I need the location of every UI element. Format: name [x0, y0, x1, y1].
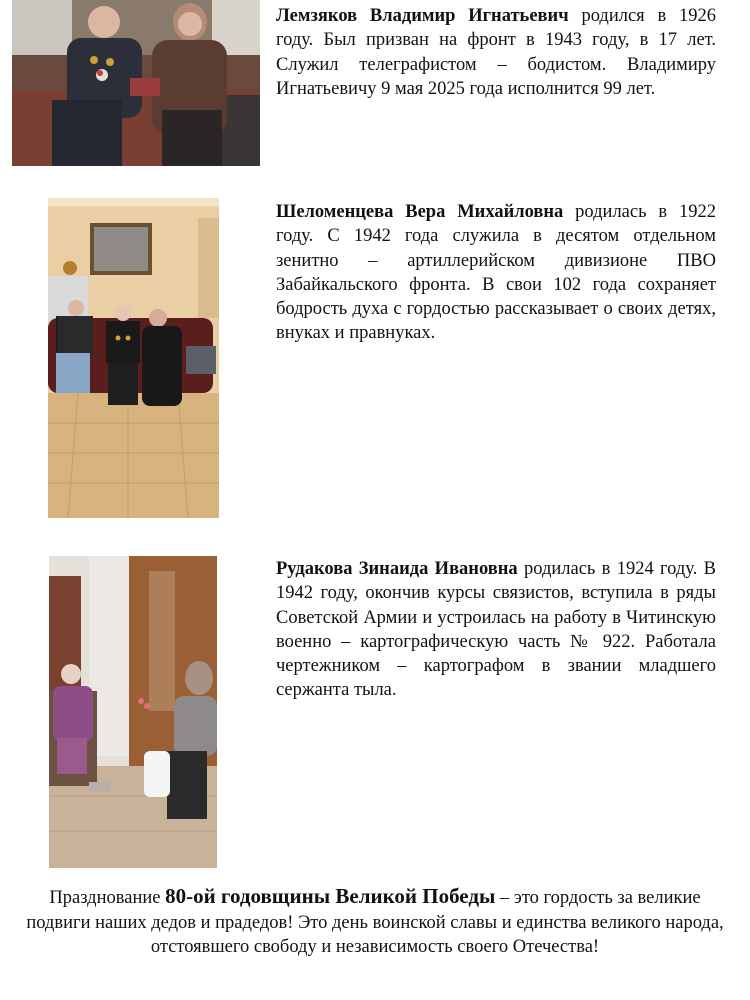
- closing-rest: – это гордость за великие подвиги наших дедов и прадедов! Это день воинской славы и единства великого народа, отстоявшего свободу и независимость своего Отечества!: [26, 888, 724, 957]
- veteran-2-bio: [276, 200, 716, 346]
- closing-highlight: 80-ой годовщины Великой Победы: [165, 884, 496, 908]
- veteran-3-bio: [276, 557, 716, 703]
- veteran-3-name: Рудакова Зинаида Ивановна: [276, 559, 518, 579]
- veteran-3-text: родилась в 1924 году. В 1942 году, окончив курсы связистов, вступила в ряды Советской Армии и устроилась на работу в Читинскую военно – картографическую часть № 922. Работала чертежником – картографом в звании младшего сержанта тыла.: [276, 559, 716, 701]
- veteran-1-photo: [12, 0, 260, 166]
- veteran-2-name: Шеломенцева Вера Михайловна: [276, 202, 564, 222]
- veteran-1-text: родился в 1926 году. Был призван на фронт в 1943 году, в 17 лет. Служил телеграфистом – бодистом. Владимиру Игнатьевичу 9 мая 2025 года исполнится 99 лет.: [276, 6, 717, 99]
- veteran-2-text: родилась в 1922 году. С 1942 года служила в десятом отдельном зенитно – артиллерийском дивизионе ПВО Забайкальского фронта. В свои 102 года сохраняет бодрость духа с гордостью рассказывает о своих детях, внуках и правнуках.: [276, 202, 716, 344]
- veteran-2-photo: [48, 198, 219, 518]
- veteran-1-bio: [276, 4, 716, 101]
- veteran-1-name: Лемзяков Владимир Игнатьевич: [276, 6, 569, 26]
- closing-paragraph: [18, 884, 732, 960]
- closing-intro: Празднование: [49, 888, 166, 908]
- veteran-3-photo: [49, 556, 217, 868]
